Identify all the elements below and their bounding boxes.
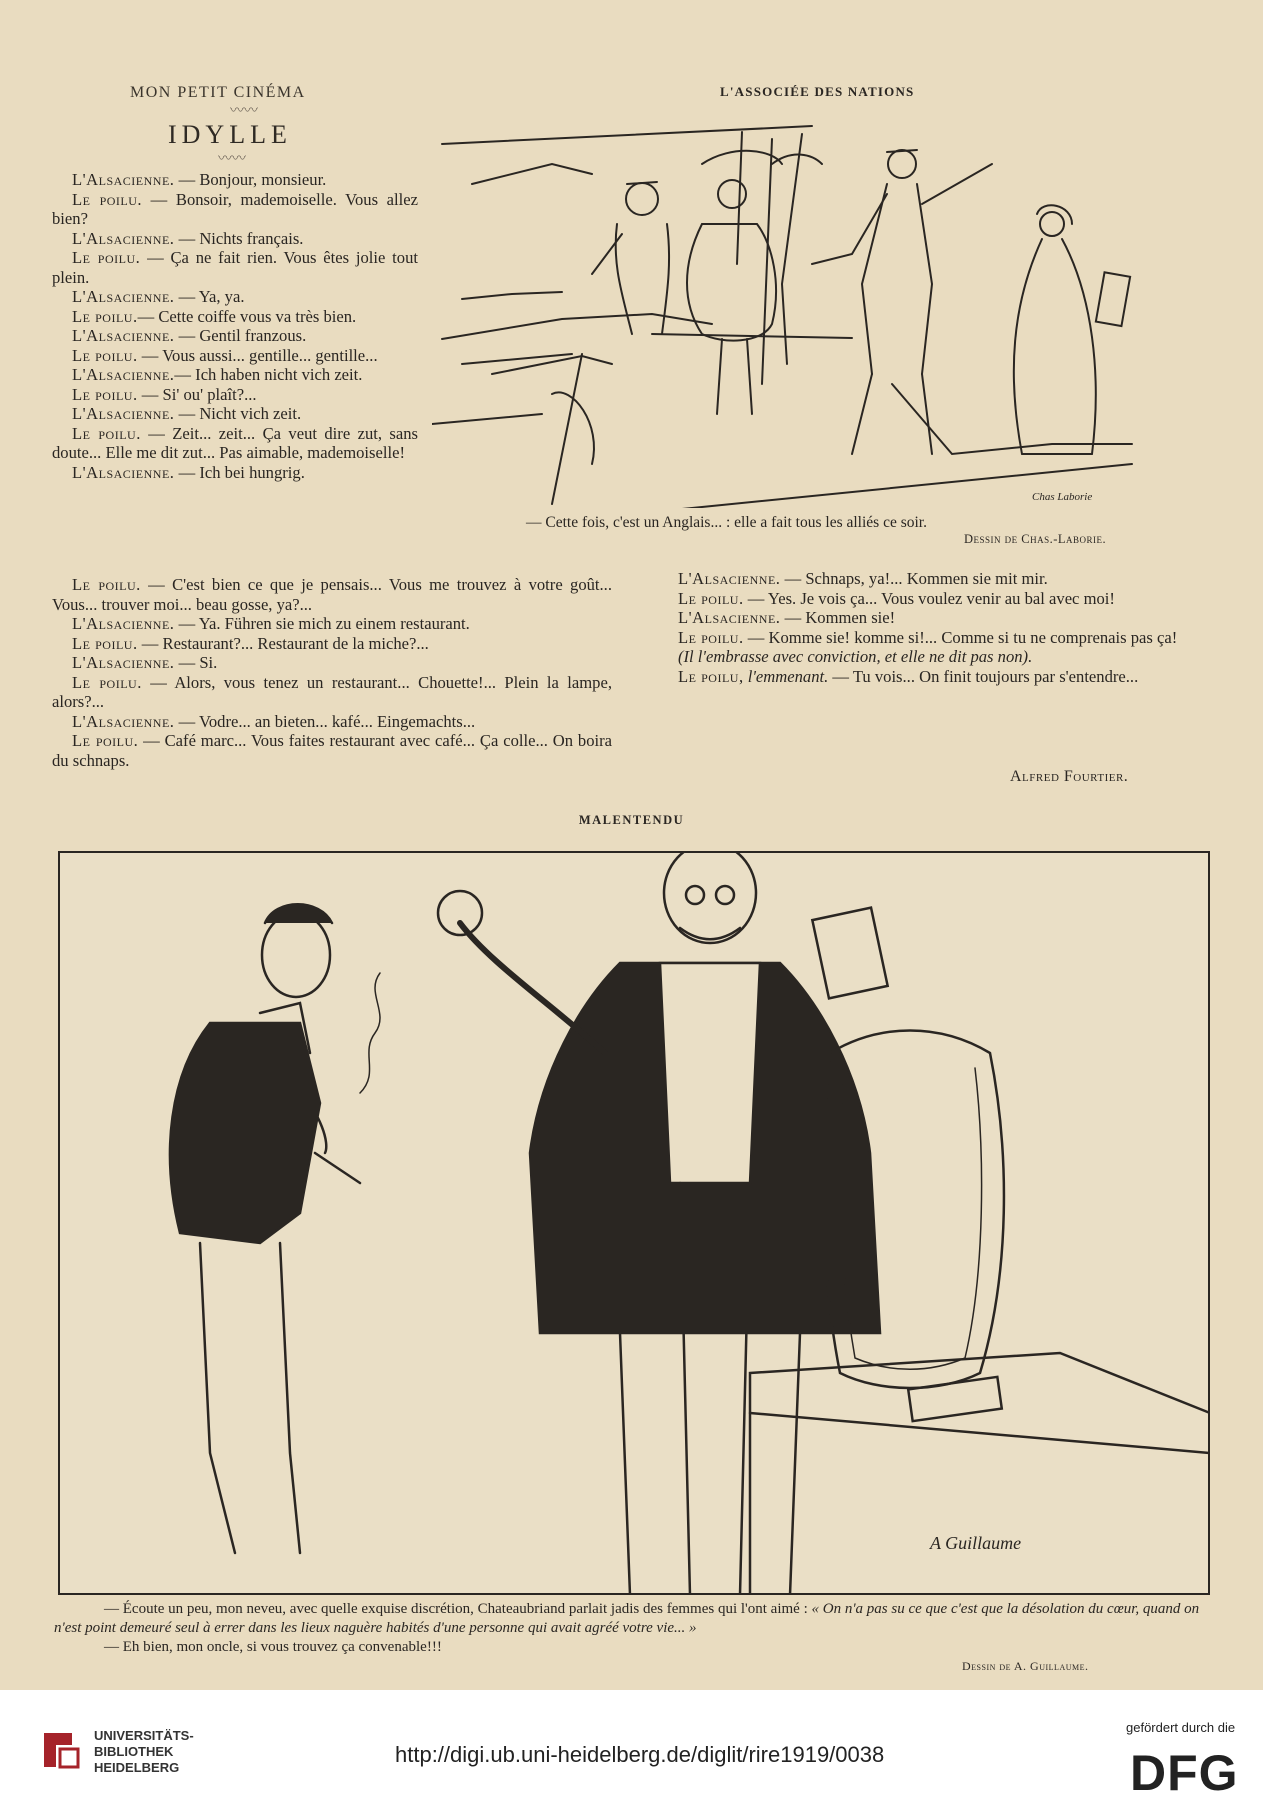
- dialogue-line: [52, 653, 612, 673]
- nephew-jacket: [170, 1023, 320, 1243]
- permalink[interactable]: http://digi.ub.uni-heidelberg.de/diglit/rire1919/0038: [395, 1742, 885, 1767]
- stage-direction: (Il l'embrasse avec conviction, et elle ne dit pas non).: [678, 647, 1033, 666]
- dialogue-line: [52, 575, 612, 614]
- line-text: — Tu vois... On finit toujours par s'entendre...: [828, 666, 1139, 686]
- book-on-table: [908, 1377, 1002, 1421]
- speaker-name: Le poilu,: [678, 666, 744, 686]
- line-text: — Ich bei hungrig.: [174, 462, 305, 482]
- nephew-head: [262, 913, 330, 997]
- artist-signature: A Guillaume: [930, 1533, 1022, 1553]
- caption-text: — Écoute un peu, mon neveu, avec quelle exquise discrétion, Chateaubriand parlait jadis des femmes qui l'ont aimé :: [104, 1601, 812, 1617]
- line-text: — Alors, vous tenez un restaurant... Chouette!... Plein la lampe, alors?...: [52, 672, 612, 711]
- dialogue-line: [52, 190, 418, 229]
- line-text: — C'est bien ce que je pensais... Vous me trouvez à votre goût... Vous... trouver moi... beau gosse, ya?...: [52, 575, 612, 614]
- speaker-name: Le poilu.: [72, 345, 138, 365]
- dialogue-line: [52, 463, 418, 483]
- speaker-name: Le poilu.: [72, 575, 141, 594]
- header-section-title: MON PETIT CINÉMA: [130, 84, 306, 101]
- uncle-raised-arm: [460, 923, 605, 1053]
- car-door-frame: [782, 134, 802, 364]
- speaker-name: L'Alsacienne.: [72, 404, 175, 423]
- ornament-tilde: 〰〰: [230, 104, 258, 119]
- illustration-credit: Dessin de A. Guillaume.: [962, 1659, 1089, 1673]
- line-text: — Café marc... Vous faites restaurant avec café... Ça colle... On boira du schnaps.: [52, 731, 612, 770]
- uncle-head: [664, 853, 756, 943]
- speaker-name: L'Alsacienne.: [72, 614, 175, 633]
- speaker-name: Le poilu.: [678, 627, 744, 647]
- book-in-hand: [812, 908, 887, 999]
- line-text: — Schnaps, ya!... Kommen sie mit mir.: [780, 569, 1048, 588]
- car-roof-line: [442, 126, 812, 144]
- speaker-name: L'Alsacienne.: [72, 462, 175, 482]
- line-text: — Ça ne fait rien. Vous êtes jolie tout plein.: [52, 248, 418, 287]
- dialogue-line: [52, 712, 612, 732]
- illustration-credit: Dessin de Chas.-Laborie.: [964, 532, 1107, 546]
- article-title: IDYLLE: [168, 120, 292, 149]
- author-signature: Alfred Fourtier.: [1010, 768, 1129, 785]
- writing-table: [750, 1353, 1210, 1595]
- speaker-name: Le poilu.: [72, 384, 138, 404]
- dialogue-line: [52, 404, 418, 424]
- institution-name: [94, 1728, 194, 1776]
- dialogue-line: [658, 569, 1208, 589]
- institution-line: BIBLIOTHEK: [94, 1744, 174, 1759]
- nephew-leg: [200, 1243, 235, 1553]
- header-illustration-title: L'ASSOCIÉE DES NATIONS: [720, 84, 915, 99]
- speaker-name: L'Alsacienne.: [72, 326, 175, 345]
- dialogue-line: [52, 673, 612, 712]
- uncle-waistcoat: [660, 963, 760, 1183]
- dialogue-line: [52, 634, 612, 654]
- line-text: — Ya. Führen sie mich zu einem restaurant.: [174, 614, 470, 633]
- line-text: — Bonjour, monsieur.: [174, 170, 327, 189]
- illustration-frame: [58, 851, 1210, 1595]
- dfg-logo: DFG: [1130, 1745, 1239, 1801]
- funding-label: gefördert durch die: [1126, 1720, 1236, 1735]
- line-text: — Vous aussi... gentille... gentille...: [137, 345, 378, 365]
- soldier-head: [888, 150, 916, 178]
- artist-signature: Chas Laborie: [1032, 491, 1093, 503]
- line-text: — Ich haben nicht vich zeit.: [174, 365, 363, 384]
- dialogue-line: [658, 589, 1208, 609]
- speaker-name: L'Alsacienne.: [678, 569, 781, 588]
- ornament-tilde: 〰〰: [218, 152, 246, 167]
- uncle-leg: [620, 1333, 630, 1595]
- speaker-name: L'Alsacienne.: [72, 711, 175, 731]
- cigarette-smoke: [360, 973, 380, 1093]
- line-text: — Gentil franzous.: [174, 326, 307, 345]
- dialogue-line: [658, 608, 1208, 628]
- dialogue-line: [52, 365, 418, 385]
- line-text: — Vodre... an bieten... kafé... Eingemachts...: [174, 711, 476, 731]
- speaker-name: Le poilu.: [72, 731, 139, 750]
- line-text: — Si' ou' plaît?...: [137, 384, 257, 404]
- dialogue-line: [52, 307, 418, 327]
- speaker-name: L'Alsacienne.: [72, 228, 175, 248]
- dialogue-line: [52, 614, 612, 634]
- line-text: — Nicht vich zeit.: [174, 404, 302, 423]
- dialogue-line: [52, 326, 418, 346]
- dialogue-column-left: [52, 170, 418, 482]
- speaker-name: Le poilu.: [72, 189, 143, 209]
- speaker-name: L'Alsacienne.: [72, 365, 175, 384]
- institution-line: UNIVERSITÄTS-: [94, 1728, 194, 1743]
- line-text: — Yes. Je vois ça... Vous voulez venir au bal avec moi!: [743, 588, 1115, 608]
- dialogue-column-left-bottom: [52, 575, 612, 770]
- speaker-name: L'Alsacienne.: [72, 287, 175, 306]
- section-title: MALENTENDU: [578, 813, 685, 827]
- speaker-name: Le poilu.: [72, 423, 141, 443]
- dialogue-line: [52, 385, 418, 405]
- line-text: — Zeit... zeit... Ça veut dire zut, sans doute... Elle me dit zut... Pas aimable, mademoiselle!: [52, 423, 418, 462]
- dialogue-line: [658, 628, 1208, 648]
- speaker-name: Le poilu.: [678, 588, 744, 608]
- dialogue-line: [658, 667, 1208, 687]
- line-text: — Si.: [174, 653, 218, 672]
- speaker-name: Le poilu.: [72, 633, 138, 653]
- line-text: — Komme sie! komme si!... Comme si tu ne comprenais pas ça!: [743, 627, 1178, 647]
- dialogue-line: [52, 229, 418, 249]
- line-text: — Ya, ya.: [174, 287, 245, 306]
- dialogue-line: [52, 287, 418, 307]
- institution-line: HEIDELBERG: [94, 1760, 180, 1775]
- speaker-name: Le poilu.: [72, 248, 141, 267]
- dialogue-line: [52, 346, 418, 366]
- speaker-name: Le poilu.: [72, 306, 138, 326]
- line-text: — Bonsoir, mademoiselle. Vous allez bien?: [52, 189, 418, 228]
- line-text: — Nichts français.: [174, 228, 304, 248]
- dialogue-line: [52, 248, 418, 287]
- caption-quote: « On n'a pas su ce que c'est que la désolation du cœur, quand on n'est point demeuré seul à errer dans les lieux naguère habités d'une personne qui avait agréé votre vie... »: [54, 1601, 1200, 1636]
- dialogue-line: [52, 170, 418, 190]
- illustration-caption: — Cette fois, c'est un Anglais... : elle a fait tous les alliés ce soir.: [526, 514, 927, 531]
- old-woman-head: [1040, 212, 1064, 236]
- speaker-name: L'Alsacienne.: [72, 170, 175, 189]
- woman-dress: [687, 224, 776, 341]
- dialogue-column-right: [658, 569, 1208, 686]
- illustration-car-scene: [432, 124, 1180, 508]
- illustration-caption: [54, 1600, 1204, 1657]
- illustration-uncle-nephew: [60, 853, 1210, 1595]
- line-text: — Restaurant?... Restaurant de la miche?...: [137, 633, 429, 653]
- dialogue-line: [52, 731, 612, 770]
- chauffeur-head: [626, 183, 658, 215]
- speaker-name: Le poilu.: [72, 672, 142, 692]
- stage-direction-inline: l'emmenant.: [743, 666, 829, 686]
- dialogue-line: [52, 424, 418, 463]
- caption-paragraph: [54, 1600, 1204, 1638]
- speaker-name: L'Alsacienne.: [72, 653, 175, 672]
- caption-paragraph: — Eh bien, mon oncle, si vous trouvez ça convenable!!!: [104, 1639, 442, 1655]
- line-text: — Cette coiffe vous va très bien.: [137, 306, 357, 326]
- university-logo-icon: [36, 1725, 86, 1775]
- line-text: — Kommen sie!: [780, 608, 896, 627]
- speaker-name: L'Alsacienne.: [678, 608, 781, 627]
